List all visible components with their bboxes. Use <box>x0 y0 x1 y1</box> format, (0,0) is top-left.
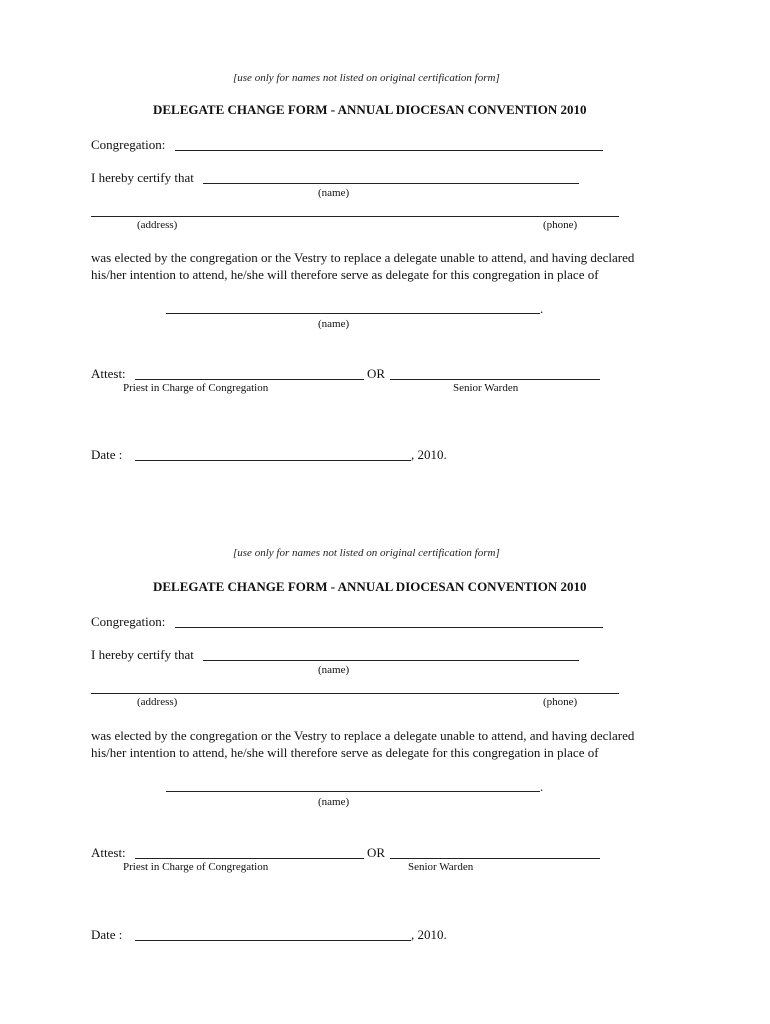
certify-label: I hereby certify that <box>91 647 194 662</box>
priest-caption: Priest in Charge of Congregation <box>123 382 269 394</box>
phone-caption: (phone) <box>543 696 578 708</box>
usage-note: [use only for names not listed on original certification form] <box>233 72 500 84</box>
name-caption-2: (name) <box>318 796 350 808</box>
priest-caption: Priest in Charge of Congregation <box>123 861 269 873</box>
delegate-name-field[interactable] <box>203 183 579 184</box>
certify-label: I hereby certify that <box>91 170 194 185</box>
form-title: DELEGATE CHANGE FORM - ANNUAL DIOCESAN CONVENTION 2010 <box>153 102 587 117</box>
address-phone-field[interactable] <box>91 216 619 217</box>
phone-caption: (phone) <box>543 219 578 231</box>
attest-label: Attest: <box>91 366 126 381</box>
congregation-field[interactable] <box>175 627 603 628</box>
date-field[interactable] <box>135 460 411 461</box>
congregation-field[interactable] <box>175 150 603 151</box>
address-caption: (address) <box>137 219 178 231</box>
delegate-name-field[interactable] <box>203 660 579 661</box>
paragraph-line-1: was elected by the congregation or the Vestry to replace a delegate unable to attend, and having declared <box>91 250 635 265</box>
congregation-label: Congregation: <box>91 614 166 629</box>
replaced-delegate-name-field[interactable] <box>166 313 540 314</box>
warden-caption: Senior Warden <box>453 382 519 394</box>
date-suffix: , 2010. <box>411 927 447 942</box>
name-caption: (name) <box>318 187 350 199</box>
warden-signature-field[interactable] <box>390 379 600 380</box>
address-phone-field[interactable] <box>91 693 619 694</box>
attest-label: Attest: <box>91 845 126 860</box>
form-title: DELEGATE CHANGE FORM - ANNUAL DIOCESAN CONVENTION 2010 <box>153 579 587 594</box>
paragraph-line-1: was elected by the congregation or the Vestry to replace a delegate unable to attend, and having declared <box>91 728 635 743</box>
date-suffix: , 2010. <box>411 447 447 462</box>
name-caption: (name) <box>318 664 350 676</box>
date-label: Date : <box>91 447 123 462</box>
warden-caption: Senior Warden <box>408 861 474 873</box>
priest-signature-field[interactable] <box>135 858 364 859</box>
name-period: . <box>540 779 544 794</box>
date-field[interactable] <box>135 940 411 941</box>
paragraph-line-2: his/her intention to attend, he/she will therefore serve as delegate for this congregation in place of <box>91 745 599 760</box>
warden-signature-field[interactable] <box>390 858 600 859</box>
address-caption: (address) <box>137 696 178 708</box>
replaced-delegate-name-field[interactable] <box>166 791 540 792</box>
name-period: . <box>540 301 544 316</box>
or-label: OR <box>367 366 386 381</box>
date-label: Date : <box>91 927 123 942</box>
congregation-label: Congregation: <box>91 137 166 152</box>
usage-note: [use only for names not listed on original certification form] <box>233 547 500 559</box>
priest-signature-field[interactable] <box>135 379 364 380</box>
or-label: OR <box>367 845 386 860</box>
paragraph-line-2: his/her intention to attend, he/she will therefore serve as delegate for this congregation in place of <box>91 267 599 282</box>
name-caption-2: (name) <box>318 318 350 330</box>
